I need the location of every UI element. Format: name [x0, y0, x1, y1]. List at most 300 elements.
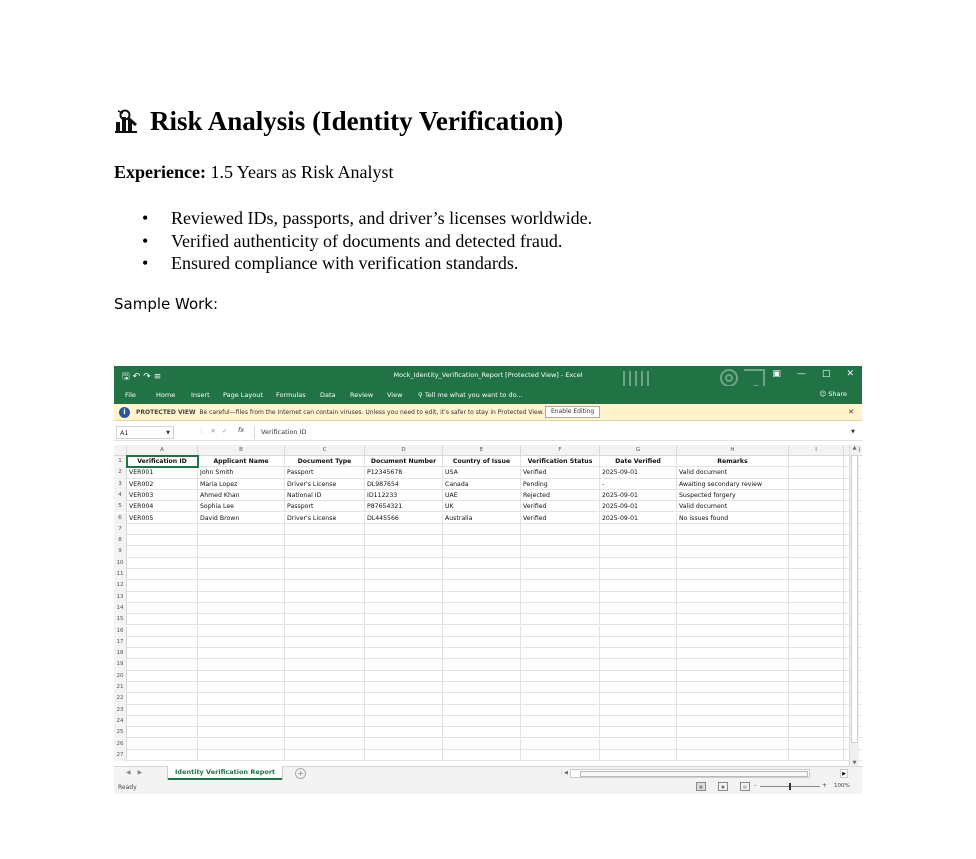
ribbon-display-icon[interactable]: ▣ — [772, 369, 781, 379]
data-cell[interactable] — [600, 716, 677, 727]
zoom-out-icon[interactable]: - — [754, 782, 757, 789]
data-cell[interactable] — [789, 467, 844, 478]
row-header[interactable]: 14 — [114, 603, 127, 614]
data-cell[interactable] — [521, 535, 600, 546]
zoom-slider-knob[interactable] — [789, 783, 791, 790]
data-cell[interactable] — [285, 637, 365, 648]
data-cell[interactable]: Suspected forgery — [677, 490, 789, 501]
row-header[interactable]: 19 — [114, 659, 127, 670]
data-cell[interactable] — [789, 603, 844, 614]
undo-icon[interactable]: ↶ — [132, 372, 144, 382]
data-cell[interactable] — [443, 739, 521, 750]
horizontal-scrollbar[interactable] — [559, 769, 810, 778]
data-cell[interactable] — [600, 727, 677, 738]
row-header[interactable]: 1 — [114, 456, 127, 467]
row-header[interactable]: 6 — [114, 513, 127, 524]
data-cell[interactable] — [521, 614, 600, 625]
data-cell[interactable] — [677, 614, 789, 625]
customize-qat-icon[interactable]: ≡ — [153, 372, 165, 382]
data-cell[interactable] — [677, 693, 789, 704]
data-cell[interactable] — [285, 558, 365, 569]
data-cell[interactable]: 2025-09-01 — [600, 513, 677, 524]
data-cell[interactable] — [600, 682, 677, 693]
data-cell[interactable] — [198, 727, 285, 738]
data-cell[interactable]: UAE — [443, 490, 521, 501]
row-header[interactable]: 20 — [114, 671, 127, 682]
data-cell[interactable] — [789, 693, 844, 704]
data-cell[interactable]: Pending — [521, 479, 600, 490]
data-cell[interactable] — [198, 739, 285, 750]
row-header[interactable]: 27 — [114, 750, 127, 761]
data-cell[interactable] — [285, 739, 365, 750]
data-cell[interactable] — [677, 535, 789, 546]
data-cell[interactable] — [789, 739, 844, 750]
data-cell[interactable] — [600, 750, 677, 761]
data-cell[interactable] — [365, 569, 443, 580]
data-cell[interactable] — [127, 750, 198, 761]
data-cell[interactable]: 2025-09-01 — [600, 501, 677, 512]
data-cell[interactable] — [521, 648, 600, 659]
data-cell[interactable]: ID112233 — [365, 490, 443, 501]
row-header[interactable]: 10 — [114, 558, 127, 569]
data-cell[interactable] — [285, 603, 365, 614]
select-all-corner[interactable] — [114, 445, 127, 456]
data-cell[interactable] — [127, 648, 198, 659]
data-cell[interactable]: Valid document — [677, 467, 789, 478]
data-cell[interactable] — [285, 705, 365, 716]
data-cell[interactable] — [789, 626, 844, 637]
data-cell[interactable] — [600, 580, 677, 591]
data-cell[interactable] — [521, 682, 600, 693]
data-cell[interactable]: Verified — [521, 513, 600, 524]
data-cell[interactable] — [677, 603, 789, 614]
data-cell[interactable]: Valid document — [677, 501, 789, 512]
data-cell[interactable] — [443, 603, 521, 614]
sheet-nav-arrows[interactable] — [126, 769, 149, 776]
tab-page-layout[interactable]: Page Layout — [223, 391, 263, 399]
vertical-scrollbar[interactable] — [849, 445, 859, 766]
column-header-b[interactable]: B — [198, 445, 285, 456]
zoom-slider[interactable] — [760, 786, 820, 787]
data-cell[interactable]: Driver's License — [285, 479, 365, 490]
insert-function-icon[interactable]: fx — [238, 426, 245, 434]
data-cell[interactable] — [600, 693, 677, 704]
data-cell[interactable] — [365, 727, 443, 738]
data-cell[interactable] — [521, 716, 600, 727]
header-cell[interactable] — [789, 456, 844, 467]
data-cell[interactable] — [127, 671, 198, 682]
data-cell[interactable] — [789, 648, 844, 659]
data-cell[interactable] — [521, 524, 600, 535]
data-cell[interactable] — [600, 546, 677, 557]
data-cell[interactable] — [789, 546, 844, 557]
data-cell[interactable] — [677, 546, 789, 557]
data-cell[interactable] — [365, 682, 443, 693]
header-cell[interactable]: Verification ID — [127, 456, 198, 467]
tab-view[interactable]: View — [387, 391, 403, 399]
data-cell[interactable] — [443, 750, 521, 761]
data-cell[interactable] — [285, 659, 365, 670]
data-cell[interactable] — [677, 524, 789, 535]
data-cell[interactable] — [198, 569, 285, 580]
data-cell[interactable] — [521, 705, 600, 716]
data-cell[interactable]: 2025-09-01 — [600, 490, 677, 501]
scroll-down-icon[interactable]: ▼ — [852, 760, 857, 766]
data-cell[interactable] — [677, 682, 789, 693]
column-header-c[interactable]: C — [285, 445, 365, 456]
data-cell[interactable] — [600, 739, 677, 750]
data-cell[interactable] — [521, 626, 600, 637]
data-cell[interactable] — [198, 592, 285, 603]
data-cell[interactable] — [600, 705, 677, 716]
data-cell[interactable] — [285, 592, 365, 603]
data-cell[interactable] — [443, 716, 521, 727]
data-cell[interactable] — [600, 558, 677, 569]
data-cell[interactable] — [521, 739, 600, 750]
data-cell[interactable] — [198, 603, 285, 614]
data-cell[interactable] — [789, 592, 844, 603]
row-header[interactable]: 3 — [114, 479, 127, 490]
data-cell[interactable] — [443, 580, 521, 591]
data-cell[interactable] — [443, 671, 521, 682]
data-cell[interactable] — [789, 659, 844, 670]
data-cell[interactable] — [521, 727, 600, 738]
data-cell[interactable]: Passport — [285, 467, 365, 478]
data-cell[interactable] — [789, 716, 844, 727]
data-cell[interactable] — [789, 513, 844, 524]
data-cell[interactable] — [677, 580, 789, 591]
data-cell[interactable] — [677, 626, 789, 637]
data-cell[interactable] — [285, 727, 365, 738]
data-cell[interactable] — [789, 614, 844, 625]
data-cell[interactable] — [789, 558, 844, 569]
data-cell[interactable] — [789, 501, 844, 512]
data-cell[interactable] — [443, 637, 521, 648]
row-header[interactable]: 8 — [114, 535, 127, 546]
data-cell[interactable] — [127, 705, 198, 716]
data-cell[interactable] — [365, 716, 443, 727]
data-cell[interactable] — [285, 671, 365, 682]
tab-data[interactable]: Data — [320, 391, 336, 399]
data-cell[interactable] — [521, 546, 600, 557]
data-cell[interactable] — [521, 603, 600, 614]
row-header[interactable]: 4 — [114, 490, 127, 501]
data-cell[interactable] — [127, 535, 198, 546]
data-cell[interactable] — [365, 637, 443, 648]
header-cell[interactable]: Applicant Name — [198, 456, 285, 467]
data-cell[interactable] — [198, 580, 285, 591]
page-break-preview-icon[interactable]: ▤ — [740, 782, 750, 791]
data-cell[interactable] — [443, 626, 521, 637]
column-header-i[interactable]: I — [789, 445, 844, 456]
data-cell[interactable] — [677, 671, 789, 682]
row-header[interactable]: 21 — [114, 682, 127, 693]
header-cell[interactable]: Remarks — [677, 456, 789, 467]
tell-me-box[interactable] — [418, 391, 523, 399]
data-cell[interactable] — [789, 671, 844, 682]
data-cell[interactable] — [285, 614, 365, 625]
data-cell[interactable] — [600, 614, 677, 625]
data-cell[interactable]: Passport — [285, 501, 365, 512]
header-cell[interactable]: Document Number — [365, 456, 443, 467]
data-cell[interactable] — [677, 750, 789, 761]
data-cell[interactable]: DL445566 — [365, 513, 443, 524]
data-cell[interactable] — [127, 727, 198, 738]
enter-icon[interactable]: ✓ — [221, 427, 234, 435]
close-icon[interactable]: ✕ — [848, 408, 854, 416]
row-header[interactable]: 7 — [114, 524, 127, 535]
data-cell[interactable] — [443, 693, 521, 704]
data-cell[interactable] — [677, 716, 789, 727]
data-cell[interactable]: Ahmed Khan — [198, 490, 285, 501]
data-cell[interactable] — [443, 592, 521, 603]
tab-review[interactable]: Review — [350, 391, 374, 399]
scroll-left-icon[interactable]: ⋮◀ — [559, 770, 568, 776]
row-header[interactable]: 18 — [114, 648, 127, 659]
data-cell[interactable] — [127, 592, 198, 603]
data-cell[interactable] — [198, 535, 285, 546]
data-cell[interactable] — [600, 535, 677, 546]
data-cell[interactable] — [789, 524, 844, 535]
data-cell[interactable] — [365, 705, 443, 716]
data-cell[interactable] — [198, 659, 285, 670]
column-header-d[interactable]: D — [365, 445, 443, 456]
data-cell[interactable]: VER001 — [127, 467, 198, 478]
data-cell[interactable]: Sophia Lee — [198, 501, 285, 512]
row-header[interactable]: 26 — [114, 739, 127, 750]
data-cell[interactable] — [127, 637, 198, 648]
data-cell[interactable] — [677, 727, 789, 738]
row-header[interactable]: 2 — [114, 467, 127, 478]
row-header[interactable]: 15 — [114, 614, 127, 625]
data-cell[interactable]: No issues found — [677, 513, 789, 524]
data-cell[interactable] — [521, 558, 600, 569]
enable-editing-button[interactable]: Enable Editing — [545, 406, 600, 418]
data-cell[interactable] — [789, 479, 844, 490]
data-cell[interactable] — [600, 603, 677, 614]
tab-formulas[interactable]: Formulas — [276, 391, 306, 399]
data-cell[interactable] — [127, 682, 198, 693]
data-cell[interactable] — [521, 637, 600, 648]
data-cell[interactable] — [600, 569, 677, 580]
data-cell[interactable]: Rejected — [521, 490, 600, 501]
page-layout-view-icon[interactable]: ▣ — [718, 782, 728, 791]
data-cell[interactable] — [127, 716, 198, 727]
data-cell[interactable] — [198, 682, 285, 693]
data-cell[interactable] — [198, 693, 285, 704]
data-cell[interactable] — [443, 682, 521, 693]
prev-sheet-icon[interactable]: ◀ — [126, 769, 138, 776]
data-cell[interactable] — [521, 659, 600, 670]
data-cell[interactable] — [365, 648, 443, 659]
data-cell[interactable] — [600, 626, 677, 637]
data-cell[interactable]: 2025-09-01 — [600, 467, 677, 478]
data-cell[interactable]: Awaiting secondary review — [677, 479, 789, 490]
data-cell[interactable] — [127, 659, 198, 670]
data-cell[interactable] — [365, 580, 443, 591]
data-cell[interactable]: John Smith — [198, 467, 285, 478]
restore-icon[interactable]: □ — [821, 369, 831, 379]
data-cell[interactable] — [789, 682, 844, 693]
data-cell[interactable]: National ID — [285, 490, 365, 501]
data-cell[interactable]: P87654321 — [365, 501, 443, 512]
data-cell[interactable] — [789, 750, 844, 761]
minimize-icon[interactable]: — — [796, 369, 806, 379]
name-box[interactable] — [116, 426, 174, 439]
data-cell[interactable] — [789, 727, 844, 738]
data-cell[interactable]: P12345678 — [365, 467, 443, 478]
header-cell[interactable]: Country of Issue — [443, 456, 521, 467]
data-cell[interactable] — [600, 524, 677, 535]
save-icon[interactable]: 🖫 — [122, 372, 133, 382]
data-cell[interactable] — [789, 490, 844, 501]
data-cell[interactable] — [677, 569, 789, 580]
expand-formula-icon[interactable]: ▼ — [851, 429, 855, 435]
data-cell[interactable] — [521, 580, 600, 591]
header-cell[interactable]: Date Verified — [600, 456, 677, 467]
data-cell[interactable] — [443, 648, 521, 659]
data-cell[interactable] — [443, 659, 521, 670]
data-cell[interactable] — [365, 535, 443, 546]
scroll-up-icon[interactable]: ▲ — [852, 445, 857, 451]
data-cell[interactable] — [198, 626, 285, 637]
data-cell[interactable] — [365, 546, 443, 557]
data-cell[interactable] — [365, 524, 443, 535]
data-cell[interactable] — [285, 569, 365, 580]
data-cell[interactable] — [677, 648, 789, 659]
data-cell[interactable] — [198, 546, 285, 557]
data-cell[interactable] — [365, 750, 443, 761]
data-cell[interactable]: Verified — [521, 501, 600, 512]
data-cell[interactable] — [443, 558, 521, 569]
data-cell[interactable] — [198, 705, 285, 716]
data-cell[interactable] — [677, 739, 789, 750]
tab-file[interactable]: File — [125, 391, 136, 399]
normal-view-icon[interactable]: ▦ — [696, 782, 706, 791]
data-cell[interactable] — [198, 648, 285, 659]
data-cell[interactable] — [365, 558, 443, 569]
data-cell[interactable] — [521, 750, 600, 761]
redo-icon[interactable]: ↷ — [143, 372, 154, 382]
data-cell[interactable] — [198, 558, 285, 569]
data-cell[interactable] — [677, 637, 789, 648]
data-cell[interactable] — [677, 659, 789, 670]
row-header[interactable]: 23 — [114, 705, 127, 716]
data-cell[interactable] — [443, 524, 521, 535]
tab-home[interactable]: Home — [156, 391, 176, 399]
data-cell[interactable]: VER005 — [127, 513, 198, 524]
data-cell[interactable] — [443, 535, 521, 546]
column-header-g[interactable]: G — [600, 445, 677, 456]
data-cell[interactable] — [285, 750, 365, 761]
data-cell[interactable] — [600, 592, 677, 603]
data-cell[interactable] — [127, 614, 198, 625]
data-cell[interactable]: VER004 — [127, 501, 198, 512]
formula-input[interactable] — [254, 426, 858, 439]
data-cell[interactable] — [521, 693, 600, 704]
data-cell[interactable] — [789, 637, 844, 648]
data-cell[interactable] — [127, 693, 198, 704]
next-sheet-icon[interactable]: ▶ — [137, 769, 150, 776]
row-header[interactable]: 9 — [114, 546, 127, 557]
sheet-tab-identity-verification-report[interactable]: Identity Verification Report — [168, 766, 282, 780]
data-cell[interactable] — [365, 592, 443, 603]
data-cell[interactable]: Driver's License — [285, 513, 365, 524]
row-header[interactable]: 17 — [114, 637, 127, 648]
data-cell[interactable] — [198, 671, 285, 682]
data-cell[interactable] — [198, 524, 285, 535]
zoom-in-icon[interactable]: + — [822, 782, 828, 789]
data-cell[interactable]: - — [600, 479, 677, 490]
row-header[interactable]: 25 — [114, 727, 127, 738]
data-cell[interactable]: Australia — [443, 513, 521, 524]
hscrollbar-thumb[interactable] — [580, 771, 808, 777]
data-cell[interactable] — [285, 546, 365, 557]
data-cell[interactable] — [285, 716, 365, 727]
data-cell[interactable]: Verified — [521, 467, 600, 478]
data-cell[interactable] — [600, 648, 677, 659]
data-cell[interactable] — [365, 671, 443, 682]
data-cell[interactable] — [127, 580, 198, 591]
data-cell[interactable]: Maria Lopez — [198, 479, 285, 490]
data-cell[interactable]: VER003 — [127, 490, 198, 501]
tab-insert[interactable]: Insert — [191, 391, 210, 399]
data-cell[interactable] — [789, 569, 844, 580]
row-header[interactable]: 13 — [114, 592, 127, 603]
data-cell[interactable] — [365, 693, 443, 704]
data-cell[interactable] — [285, 524, 365, 535]
data-cell[interactable] — [127, 626, 198, 637]
data-cell[interactable] — [365, 614, 443, 625]
data-cell[interactable] — [677, 592, 789, 603]
column-header-f[interactable]: F — [521, 445, 600, 456]
row-header[interactable]: 24 — [114, 716, 127, 727]
data-cell[interactable] — [198, 716, 285, 727]
data-cell[interactable]: Canada — [443, 479, 521, 490]
data-cell[interactable] — [365, 626, 443, 637]
share-button[interactable] — [819, 390, 847, 398]
data-cell[interactable] — [198, 750, 285, 761]
cancel-icon[interactable]: ✕ — [210, 427, 222, 435]
data-cell[interactable] — [677, 558, 789, 569]
data-cell[interactable] — [677, 705, 789, 716]
data-cell[interactable] — [443, 614, 521, 625]
scrollbar-thumb[interactable] — [851, 455, 858, 743]
column-header-h[interactable]: H — [677, 445, 789, 456]
data-cell[interactable] — [365, 603, 443, 614]
zoom-level[interactable]: 100% — [834, 783, 850, 789]
data-cell[interactable] — [600, 637, 677, 648]
data-cell[interactable] — [789, 535, 844, 546]
add-sheet-icon[interactable]: + — [295, 768, 306, 779]
data-cell[interactable] — [127, 546, 198, 557]
column-header-a[interactable]: A — [127, 445, 198, 456]
data-cell[interactable] — [127, 524, 198, 535]
data-cell[interactable] — [789, 580, 844, 591]
data-cell[interactable] — [600, 659, 677, 670]
header-cell[interactable]: Document Type — [285, 456, 365, 467]
data-cell[interactable] — [443, 569, 521, 580]
data-cell[interactable] — [365, 739, 443, 750]
data-cell[interactable] — [521, 592, 600, 603]
data-cell[interactable] — [198, 614, 285, 625]
data-cell[interactable] — [127, 739, 198, 750]
row-header[interactable]: 12 — [114, 580, 127, 591]
data-cell[interactable] — [198, 637, 285, 648]
data-cell[interactable] — [789, 705, 844, 716]
column-header-j[interactable]: J — [844, 445, 862, 456]
data-cell[interactable] — [443, 705, 521, 716]
